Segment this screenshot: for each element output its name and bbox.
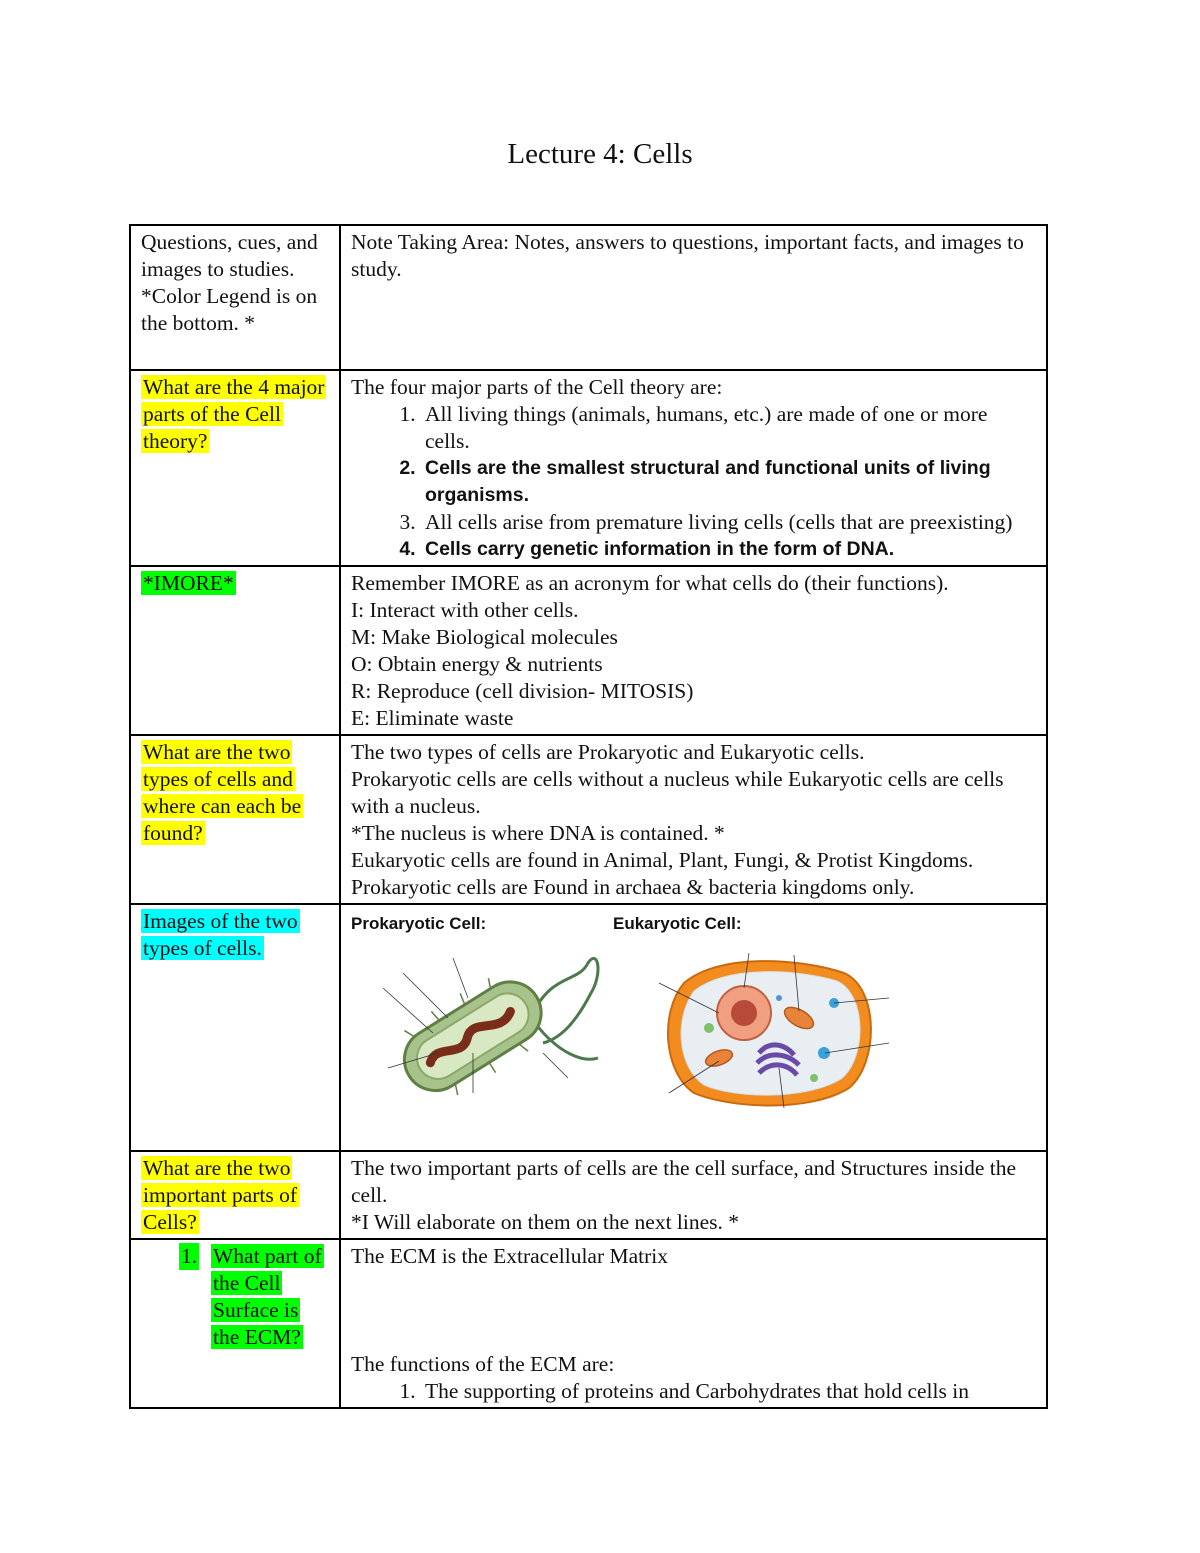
table-row-imore	[130, 566, 1047, 735]
notes-cell	[340, 566, 1047, 735]
question-cell-types: What are the two types of cells and where can each be found?	[143, 740, 302, 845]
cell-theory-list	[351, 401, 1036, 563]
page-title: Lecture 4: Cells	[507, 138, 693, 170]
notes-cell	[340, 225, 1047, 370]
cue-cell	[130, 1239, 340, 1408]
table-row-cell-parts	[130, 1151, 1047, 1239]
ecm-question-number: 1.	[181, 1244, 198, 1268]
question-imore: *IMORE*	[143, 571, 234, 595]
header-left-text: Questions, cues, and images to studies.	[141, 230, 318, 281]
ecm-functions-list	[351, 1378, 1036, 1405]
eukaryotic-label: Eukaryotic Cell:	[613, 914, 742, 933]
table-row-cell-theory	[130, 370, 1047, 566]
notes-cell	[340, 1151, 1047, 1239]
imore-line: M: Make Biological molecules	[351, 625, 618, 649]
ecm-question-wrap	[141, 1243, 329, 1351]
cell-theory-intro: The four major parts of the Cell theory are:	[351, 375, 723, 399]
cue-cell	[130, 225, 340, 370]
imore-line: E: Eliminate waste	[351, 706, 514, 730]
cell-types-line: *The nucleus is where DNA is contained. *	[351, 821, 725, 845]
list-item: 4. Cells carry genetic information in the form of DNA.	[421, 536, 1036, 563]
cell-types-line: Prokaryotic cells are cells without a nucleus while Eukaryotic cells are cells with a nucleus.	[351, 767, 1004, 818]
list-item: 2. Cells are the smallest structural and functional units of living organisms.	[421, 455, 1036, 509]
cell-images-row	[351, 910, 1036, 1120]
cell-parts-line: *I Will elaborate on them on the next lines. *	[351, 1210, 740, 1234]
notes-cell	[340, 1239, 1047, 1408]
spacer	[351, 1270, 1036, 1351]
question-ecm: What part of the Cell Surface is the ECM?	[213, 1244, 322, 1349]
notes-cell	[340, 904, 1047, 1151]
cue-cell	[130, 1151, 340, 1239]
color-legend-note: *Color Legend is on the bottom. *	[141, 284, 318, 335]
cue-cell	[130, 904, 340, 1151]
imore-line: O: Obtain energy & nutrients	[351, 652, 603, 676]
table-row-ecm	[130, 1239, 1047, 1408]
table-row-images	[130, 904, 1047, 1151]
question-cell-parts: What are the two important parts of Cells?	[143, 1156, 298, 1234]
eukaryotic-cell-diagram	[649, 943, 899, 1113]
ecm-question-text-wrap	[179, 1243, 329, 1351]
table-row-cell-types	[130, 735, 1047, 904]
ecm-line: The ECM is the Extracellular Matrix	[351, 1244, 669, 1268]
cell-parts-line: The two important parts of cells are the cell surface, and Structures inside the cell.	[351, 1156, 1017, 1207]
notes-cell	[340, 735, 1047, 904]
question-cell-theory: What are the 4 major parts of the Cell theory?	[143, 375, 325, 453]
ecm-line: The functions of the ECM are:	[351, 1352, 615, 1376]
cell-types-line: Eukaryotic cells are found in Animal, Plant, Fungi, & Protist Kingdoms.	[351, 848, 974, 872]
cue-cell	[130, 735, 340, 904]
list-item: 1. The supporting of proteins and Carbohydrates that hold cells in	[421, 1378, 1036, 1405]
header-right-text: Note Taking Area: Notes, answers to questions, important facts, and images to study.	[351, 230, 1024, 281]
list-item: 3. All cells arise from premature living cells (cells that are preexisting)	[421, 509, 1036, 536]
cornell-notes-table	[129, 224, 1048, 1409]
imore-line: R: Reproduce (cell division- MITOSIS)	[351, 679, 694, 703]
cue-cell	[130, 566, 340, 735]
notes-cell	[340, 370, 1047, 566]
prokaryotic-cell-diagram	[363, 943, 608, 1113]
question-images: Images of the two types of cells.	[143, 909, 298, 960]
imore-line: I: Interact with other cells.	[351, 598, 579, 622]
cue-cell	[130, 370, 340, 566]
cell-types-line: Prokaryotic cells are Found in archaea & bacteria kingdoms only.	[351, 875, 915, 899]
cell-types-line: The two types of cells are Prokaryotic and Eukaryotic cells.	[351, 740, 865, 764]
table-row-header	[130, 225, 1047, 370]
prokaryotic-column	[351, 910, 613, 1120]
prokaryotic-label: Prokaryotic Cell:	[351, 914, 487, 933]
list-item: 1. All living things (animals, humans, etc.) are made of one or more cells.	[421, 401, 1036, 455]
imore-intro: Remember IMORE as an acronym for what cells do (their functions).	[351, 571, 949, 595]
eukaryotic-column	[613, 910, 913, 1120]
